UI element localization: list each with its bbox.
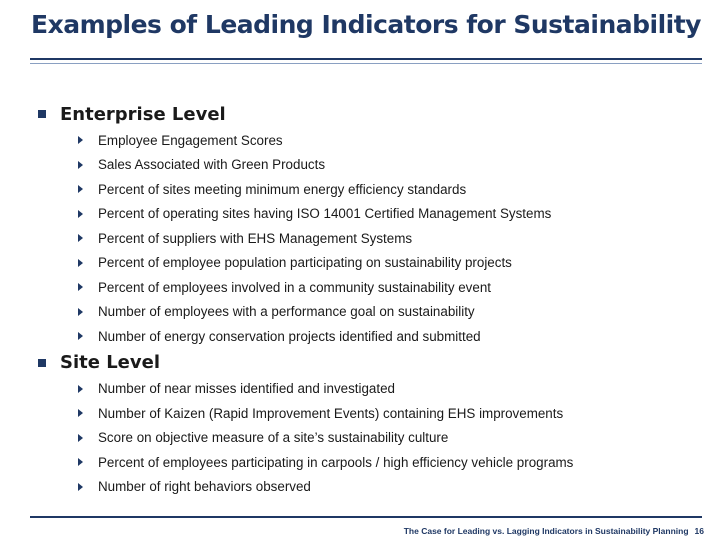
list-item: [78, 202, 708, 227]
title-divider: [30, 58, 702, 60]
list-item-text: Percent of sites meeting minimum energy efficiency standards: [98, 181, 467, 197]
chevron-right-icon: [78, 385, 88, 393]
list-item: [78, 324, 708, 349]
list-item-text: Percent of employees participating in carpools / high efficiency vehicle programs: [98, 454, 574, 470]
list-item-text: Employee Engagement Scores: [98, 132, 283, 148]
slide-content: [38, 100, 708, 499]
list-item-text: Number of near misses identified and investigated: [98, 381, 395, 397]
section-heading: [38, 100, 708, 128]
list-item: [78, 377, 708, 402]
list-item-text: Percent of operating sites having ISO 14001 Certified Management Systems: [98, 206, 552, 222]
list-item: [78, 401, 708, 426]
page-number: 16: [694, 526, 704, 536]
list-item-text: Percent of suppliers with EHS Management Systems: [98, 230, 413, 246]
list-item-text: Number of Kaizen (Rapid Improvement Events) containing EHS improvements: [98, 405, 564, 421]
chevron-right-icon: [78, 259, 88, 267]
chevron-right-icon: [78, 483, 88, 491]
chevron-right-icon: [78, 136, 88, 144]
list-item: [78, 226, 708, 251]
chevron-right-icon: [78, 210, 88, 218]
list-item-text: Number of energy conservation projects identified and submitted: [98, 328, 481, 344]
chevron-right-icon: [78, 161, 88, 169]
list-item: [78, 275, 708, 300]
list-item: [78, 475, 708, 500]
list-item: [78, 128, 708, 153]
list-item: [78, 251, 708, 276]
footer-divider: [30, 516, 702, 518]
bullet-list: [38, 128, 708, 349]
section-heading: [38, 349, 708, 377]
slide-footer: [404, 526, 704, 536]
list-item: [78, 450, 708, 475]
section-heading-text: Enterprise Level: [60, 103, 226, 125]
chevron-right-icon: [78, 434, 88, 442]
square-bullet-icon: [38, 110, 46, 118]
section-site-level: [38, 349, 708, 500]
list-item-text: Number of right behaviors observed: [98, 479, 311, 495]
chevron-right-icon: [78, 283, 88, 291]
chevron-right-icon: [78, 332, 88, 340]
chevron-right-icon: [78, 458, 88, 466]
section-enterprise-level: [38, 100, 708, 349]
section-heading-text: Site Level: [60, 352, 161, 373]
chevron-right-icon: [78, 234, 88, 242]
chevron-right-icon: [78, 185, 88, 193]
title-divider-thin: [30, 63, 702, 64]
square-bullet-icon: [38, 359, 46, 367]
slide-title: Examples of Leading Indicators for Sustainability: [31, 10, 701, 39]
list-item: [78, 153, 708, 178]
chevron-right-icon: [78, 409, 88, 417]
list-item: [78, 426, 708, 451]
list-item-text: Sales Associated with Green Products: [98, 157, 326, 173]
chevron-right-icon: [78, 308, 88, 316]
bullet-list: [38, 377, 708, 500]
list-item: [78, 300, 708, 325]
footer-text: The Case for Leading vs. Lagging Indicators in Sustainability Planning: [403, 526, 689, 536]
list-item-text: Score on objective measure of a site’s sustainability culture: [98, 430, 449, 446]
list-item: [78, 177, 708, 202]
list-item-text: Number of employees with a performance goal on sustainability: [98, 304, 475, 320]
list-item-text: Percent of employee population participating on sustainability projects: [98, 255, 512, 271]
list-item-text: Percent of employees involved in a community sustainability event: [98, 279, 491, 295]
